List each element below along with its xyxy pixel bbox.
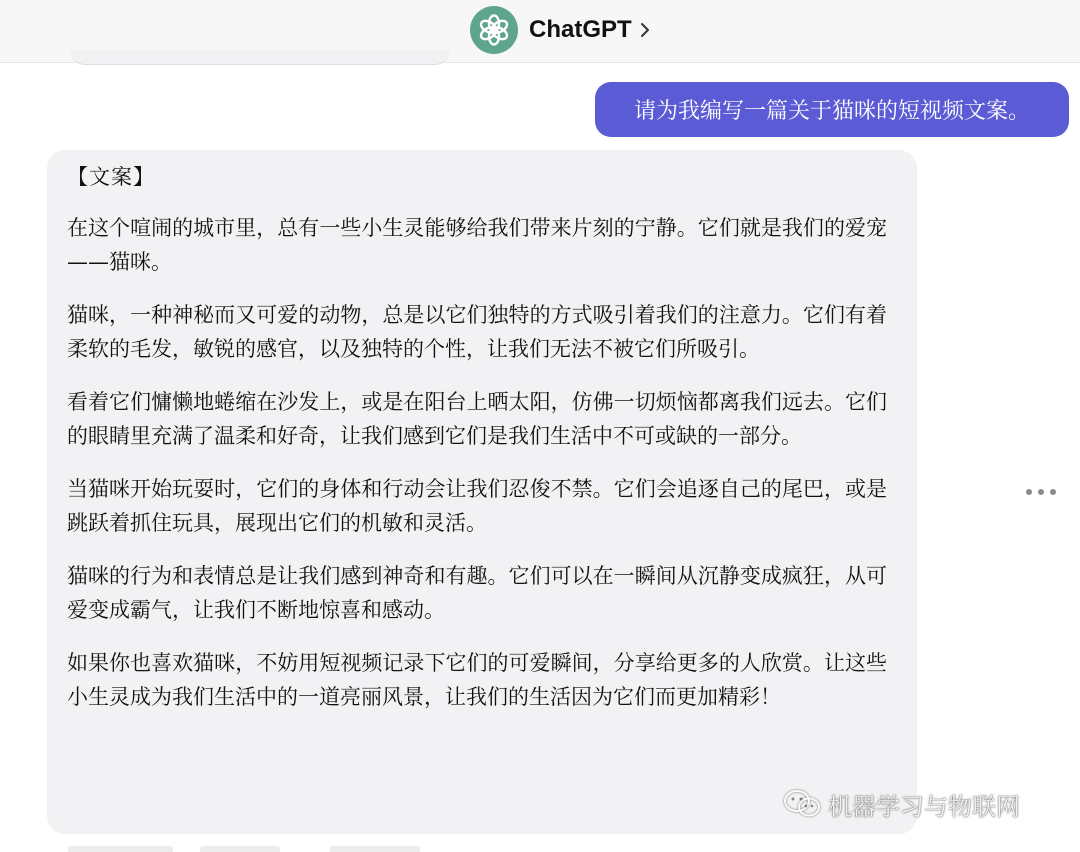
assistant-paragraph: 猫咪，一种神秘而又可爱的动物，总是以它们独特的方式吸引着我们的注意力。它们有着柔软的毛发，敏锐的感官，以及独特的个性，让我们无法不被它们所吸引。 (67, 303, 887, 361)
assistant-paragraph: 在这个喧闹的城市里，总有一些小生灵能够给我们带来片刻的宁静。它们就是我们的爱宠——猫咪。 (67, 216, 887, 274)
chat-title-button[interactable] (470, 5, 654, 55)
assistant-heading: 【文案】 (67, 165, 155, 189)
user-message-bubble (595, 82, 1069, 137)
watermark-text: 机器学习与物联网 (828, 792, 1020, 821)
next-message-edges (0, 846, 1080, 852)
watermark (782, 784, 1020, 824)
app-title: ChatGPT (529, 16, 632, 43)
assistant-message-bubble (47, 150, 917, 834)
assistant-paragraph: 当猫咪开始玩耍时，它们的身体和行动会让我们忍俊不禁。它们会追逐自己的尾巴，或是跳跃着抓住玩具，展现出它们的机敏和灵活。 (67, 477, 887, 535)
previous-message-edge (70, 50, 450, 65)
assistant-paragraph: 看着它们慵懒地蜷缩在沙发上，或是在阳台上晒太阳，仿佛一切烦恼都离我们远去。它们的眼睛里充满了温柔和好奇，让我们感到它们是我们生活中不可或缺的一部分。 (67, 390, 887, 448)
more-options-button[interactable] (1026, 482, 1056, 502)
assistant-paragraph: 猫咪的行为和表情总是让我们感到神奇和有趣。它们可以在一瞬间从沉静变成疯狂，从可爱变成霸气，让我们不断地惊喜和感动。 (67, 564, 887, 622)
chevron-right-icon (640, 20, 654, 40)
more-horizontal-icon (1026, 489, 1032, 495)
user-message-text: 请为我编写一篇关于猫咪的短视频文案。 (633, 99, 1030, 124)
openai-logo-icon (470, 6, 518, 54)
wechat-icon (782, 788, 822, 820)
assistant-paragraph: 如果你也喜欢猫咪，不妨用短视频记录下它们的可爱瞬间，分享给更多的人欣赏。让这些小生灵成为我们生活中的一道亮丽风景，让我们的生活因为它们而更加精彩！ (67, 651, 887, 709)
